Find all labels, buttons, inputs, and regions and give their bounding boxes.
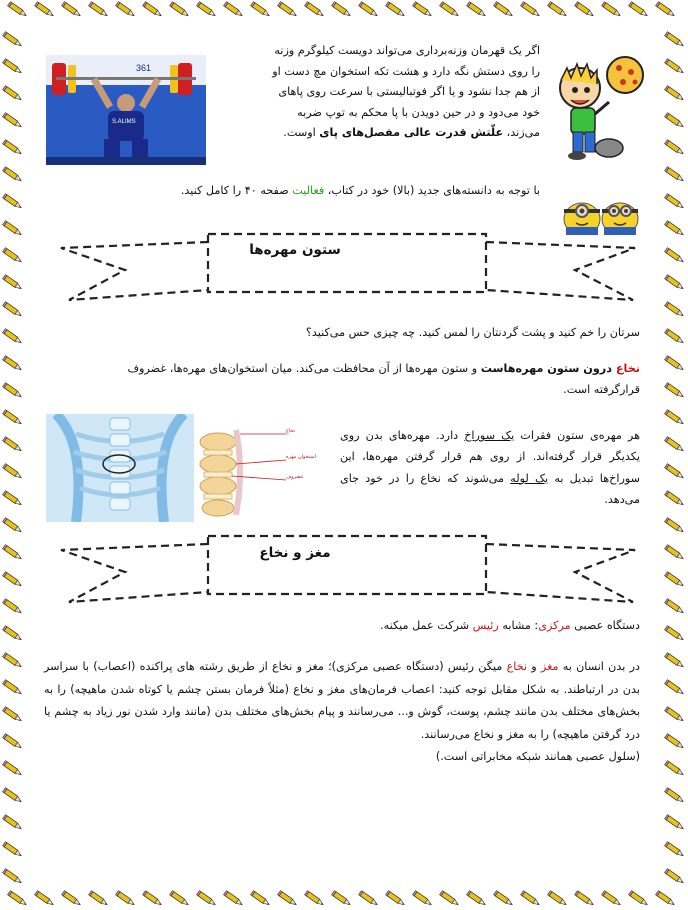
pencil-icon: [467, 891, 487, 907]
section-title-brain-spinal-cord: مغز و نخاع: [259, 545, 331, 561]
pencil-icon: [386, 891, 406, 907]
pencil-icon: [3, 545, 23, 561]
intro-emphasis: علّتش قدرت عالی مفصل‌های پای: [319, 126, 504, 139]
pencil-icon: [305, 891, 325, 907]
pencil-icon: [665, 437, 685, 453]
term-spinal-cord: نخاع: [506, 660, 527, 673]
intro-line: خود می‌دود و در حین دویدن با پا محکم به توپ ضربه: [297, 105, 540, 119]
activity-text: صفحه ۴۰ را کامل کنید.: [180, 184, 293, 197]
pencil-icon: [575, 2, 595, 18]
pencil-icon: [413, 2, 433, 18]
intro-line: اگر یک قهرمان وزنه‌برداری می‌تواند دویست کیلوگرم وزنه: [274, 44, 540, 57]
pencil-icon: [440, 891, 460, 907]
pencil-icon: [3, 383, 23, 399]
pencil-icon: [143, 2, 163, 18]
pencil-icon: [665, 329, 685, 345]
pencil-icon: [3, 491, 23, 507]
pencil-icon: [359, 891, 379, 907]
pencil-icon: [665, 761, 685, 777]
pencil-icon: [665, 815, 685, 831]
pencil-icon: [3, 599, 23, 615]
pencil-icon: [3, 86, 23, 102]
intro-line: [215, 123, 540, 144]
pencil-icon: [665, 140, 685, 156]
body-text: شرکت عمل میکنه.: [380, 619, 473, 632]
intro-line: از هم جدا نشود و یا اگر فوتبالیستی با سرعت روی پاهای: [278, 85, 540, 98]
term-spinal-cord: نخاع: [615, 362, 640, 375]
underlined-term: یک لوله: [510, 471, 549, 485]
body-text: میگن رئیس (دستگاه عصبی مرکزی)؛ مغز و نخاع از طریق رشته های پراکنده (اعصاب) با سراسر بدن در ارتباطند. به شکل مقابل توجه کنید: اعصاب فرمان‌های مغز و نخاع (مثلاً فرمان بستن چشم یا کوتاه شدن ماهیچه) را به بخش‌های مختلف بدن مانند چشم، پوست، گوش و... می‌رسانند و پیام بخش‌های مختلف بدن (مانند وارد شدن نور زیاد به چشم یا درد گرفتن ماهیچه) را به مغز و نخاع می‌رسانند.: [44, 660, 640, 741]
pencil-icon: [656, 2, 676, 18]
label-spinal-cord: نخاع: [286, 428, 296, 434]
pencil-icon: [656, 891, 676, 907]
pencil-icon: [3, 113, 23, 129]
pencil-icon: [665, 626, 685, 642]
body-text: هر مهره‌ی ستون فقرات: [514, 429, 640, 442]
pencil-border-bottom: [0, 888, 688, 910]
pencil-icon: [116, 891, 136, 907]
pencil-icon: [3, 707, 23, 723]
pencil-border-top: [0, 0, 688, 22]
pencil-icon: [665, 248, 685, 264]
pencil-icon: [224, 2, 244, 18]
body-text: در بدن انسان به: [558, 660, 641, 673]
pencil-icon: [3, 464, 23, 480]
pencil-icon: [665, 221, 685, 237]
section-banner: [55, 228, 645, 308]
pencil-icon: [251, 2, 271, 18]
pencil-icon: [3, 302, 23, 318]
pencil-icon: [3, 59, 23, 75]
pencil-icon: [521, 891, 541, 907]
pencil-icon: [8, 891, 28, 907]
pencil-icon: [3, 518, 23, 534]
pencil-icon: [665, 167, 685, 183]
pencil-icon: [665, 464, 685, 480]
spine-question: سرتان را خم کنید و پشت گردنتان را لمس کنید. چه چیزی حس می‌کنید؟: [305, 326, 640, 339]
activity-instruction: [90, 181, 540, 202]
intro-text: اوست.: [283, 126, 320, 139]
pencil-icon: [665, 113, 685, 129]
pencil-icon: [3, 653, 23, 669]
pencil-icon: [665, 518, 685, 534]
pencil-icon: [62, 2, 82, 18]
intro-paragraph: [215, 41, 540, 144]
pencil-icon: [413, 891, 433, 907]
pencil-icon: [494, 2, 514, 18]
pencil-icon: [3, 248, 23, 264]
pencil-icon: [665, 59, 685, 75]
body-text: : مشابه: [498, 619, 539, 632]
pencil-icon: [116, 2, 136, 18]
pencil-icon: [665, 707, 685, 723]
pencil-icon: [35, 2, 55, 18]
underlined-term: یک سوراخ: [464, 429, 515, 442]
pencil-icon: [89, 891, 109, 907]
pencil-icon: [3, 32, 23, 48]
term-central: مرکزی: [538, 619, 571, 632]
pencil-icon: [3, 815, 23, 831]
pencil-icon: [665, 869, 685, 885]
pencil-icon: [665, 653, 685, 669]
body-text: دارد. مهره‌های بدن روی یکدیگر قرار گرفته‌اند. از روی هم قرار گرفتن مهره‌ها، این سوراخ‌ها تبدیل به: [340, 429, 640, 485]
pencil-icon: [197, 891, 217, 907]
pencil-icon: [467, 2, 487, 18]
pencil-icon: [62, 891, 82, 907]
pencil-icon: [359, 2, 379, 18]
cartoon-boy-image: [547, 50, 647, 165]
activity-link: فعالیت: [292, 184, 325, 197]
pencil-icon: [3, 842, 23, 858]
pencil-icon: [629, 2, 649, 18]
pencil-icon: [665, 275, 685, 291]
vertebra-diagram: [196, 420, 326, 520]
label-cartilage: غضروف: [286, 474, 304, 480]
pencil-icon: [8, 2, 28, 18]
section-title-spine: ستون مهره‌ها: [249, 242, 341, 258]
body-text: (سلول عصبی همانند شبکه مخابراتی است.): [435, 750, 640, 764]
intro-text: می‌زند،: [503, 126, 540, 139]
body-text: دستگاه عصبی: [570, 619, 640, 632]
spine-xray-image: [46, 414, 194, 522]
cns-definition: [300, 616, 640, 637]
pencil-icon: [494, 891, 514, 907]
pencil-icon: [548, 2, 568, 18]
spinal-cord-paragraph: [44, 359, 640, 400]
body-text: و: [526, 660, 541, 673]
pencil-icon: [440, 2, 460, 18]
jersey-text: S.ALIMS: [112, 119, 136, 125]
pencil-icon: [665, 572, 685, 588]
pencil-icon: [224, 891, 244, 907]
pencil-icon: [575, 891, 595, 907]
pencil-icon: [665, 842, 685, 858]
pencil-icon: [3, 680, 23, 696]
pencil-icon: [665, 545, 685, 561]
pencil-icon: [665, 383, 685, 399]
pencil-icon: [521, 2, 541, 18]
pencil-icon: [3, 275, 23, 291]
pencil-border-left: [0, 0, 26, 910]
pencil-icon: [3, 221, 23, 237]
pencil-icon: [665, 86, 685, 102]
pencil-icon: [278, 2, 298, 18]
pencil-icon: [3, 572, 23, 588]
body-text: می‌شوند که نخاع را در خود جای می‌دهد.: [340, 471, 640, 507]
nervous-system-paragraph: [44, 656, 640, 769]
body-text: قرارگرفته است.: [563, 382, 640, 396]
pencil-icon: [89, 2, 109, 18]
pencil-icon: [3, 410, 23, 426]
pencil-icon: [3, 140, 23, 156]
pencil-icon: [170, 891, 190, 907]
section-banner: [55, 530, 645, 610]
pencil-icon: [332, 891, 352, 907]
weightlifter-photo: [46, 55, 206, 165]
intro-line: را روی دستش نگه دارد و هشت تکه استخوان مچ دست او: [272, 64, 540, 78]
pencil-icon: [602, 891, 622, 907]
pencil-icon: [332, 2, 352, 18]
pencil-icon: [3, 761, 23, 777]
pencil-icon: [665, 356, 685, 372]
pencil-icon: [629, 891, 649, 907]
pencil-icon: [602, 2, 622, 18]
pencil-icon: [3, 194, 23, 210]
pencil-icon: [143, 891, 163, 907]
pencil-icon: [665, 32, 685, 48]
pencil-icon: [3, 329, 23, 345]
pencil-icon: [278, 891, 298, 907]
pencil-icon: [305, 2, 325, 18]
pencil-icon: [665, 680, 685, 696]
pencil-icon: [3, 437, 23, 453]
pencil-icon: [3, 788, 23, 804]
pencil-icon: [3, 356, 23, 372]
label-vertebra-bone: استخوان مهره: [286, 454, 316, 460]
scoreboard-text: 361: [136, 63, 152, 73]
body-text: و ستون مهره‌ها از آن محافظت می‌کند. میان استخوان‌های مهره‌ها، غضروف: [127, 362, 481, 375]
pencil-icon: [548, 891, 568, 907]
pencil-icon: [665, 491, 685, 507]
pencil-icon: [665, 302, 685, 318]
pencil-icon: [197, 2, 217, 18]
pencil-icon: [3, 626, 23, 642]
pencil-icon: [665, 410, 685, 426]
emphasis-text: درون ستون مهره‌هاست: [480, 362, 616, 375]
vertebra-paragraph: [340, 425, 640, 511]
pencil-icon: [35, 891, 55, 907]
pencil-icon: [3, 167, 23, 183]
pencil-icon: [251, 891, 271, 907]
pencil-border-right: [662, 0, 688, 910]
pencil-icon: [665, 734, 685, 750]
pencil-icon: [665, 194, 685, 210]
pencil-icon: [170, 2, 190, 18]
pencil-icon: [386, 2, 406, 18]
pencil-icon: [3, 869, 23, 885]
term-boss: رئیس: [472, 619, 499, 632]
pencil-icon: [665, 599, 685, 615]
pencil-icon: [3, 734, 23, 750]
pencil-icon: [665, 788, 685, 804]
term-brain: مغز: [540, 660, 559, 673]
activity-text: با توجه به دانسته‌های جدید (بالا) خود در کتاب،: [324, 184, 540, 197]
